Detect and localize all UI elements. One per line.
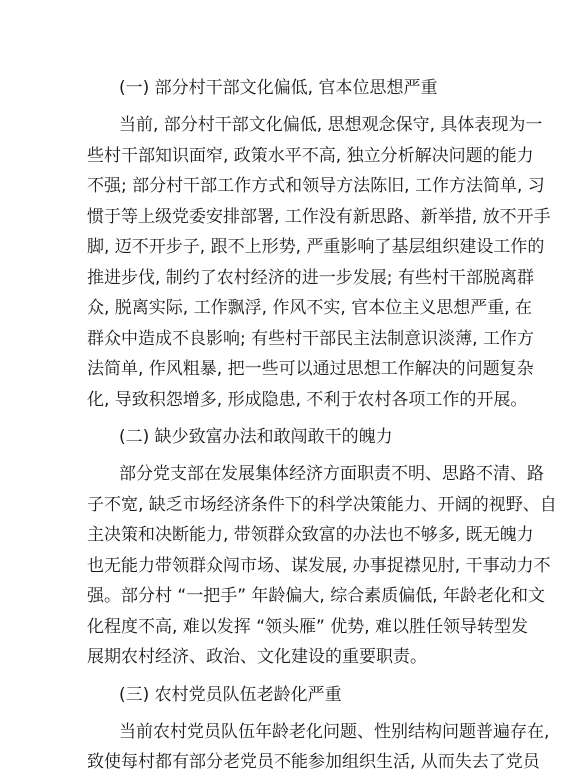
paragraph-line: 脚, 迈不开步子, 跟不上形势, 严重影响了基层组织建设工作的 xyxy=(87,237,545,257)
document-body xyxy=(87,70,557,778)
paragraph-line: 化程度不高, 难以发挥 “领头雁” 优势, 难以胜任领导转型发 xyxy=(87,616,529,637)
paragraph-line: 部分党支部在发展集体经济方面职责不明、思路不清、路 xyxy=(119,464,544,484)
paragraph-line: 致使每村都有部分老党员不能参加组织生活, 从而失去了党员 xyxy=(87,752,540,772)
paragraph-line: 些村干部知识面窄, 政策水平不高, 独立分析解决问题的能力 xyxy=(87,145,534,166)
paragraph-line: 主决策和决断能力, 带领群众致富的办法也不够多, 既无魄力 xyxy=(87,525,534,545)
paragraph-line: 众, 脱离实际, 工作飘浮, 作风不实, 官本位主义思想严重, 在 xyxy=(87,298,533,318)
section-paragraph-1 xyxy=(87,110,551,415)
paragraph-line: 当前, 部分村干部文化偏低, 思想观念保守, 具体表现为一 xyxy=(119,115,543,135)
paragraph-line: 强。部分村 “一把手” 年龄偏大, 综合素质偏低, 年龄老化和文 xyxy=(87,586,546,606)
paragraph-line: 子不宽, 缺乏市场经济条件下的科学决策能力、开阔的视野、自 xyxy=(87,494,557,515)
paragraph-line: 不强; 部分村干部工作方式和领导方法陈旧, 工作方法简单, 习 xyxy=(87,176,545,196)
section-paragraph-3 xyxy=(87,717,550,778)
paragraph-line: 推进步伐, 制约了农村经济的进一步发展; 有些村干部脱离群 xyxy=(87,267,534,288)
section-paragraph-2 xyxy=(87,459,557,673)
paragraph-line: 群众中造成不良影响; 有些村干部民主法制意识淡薄, 工作方 xyxy=(87,328,534,349)
section-heading-3: (三) 农村党员队伍老龄化严重 xyxy=(119,684,342,705)
section-heading-1: (一) 部分村干部文化偏低, 官本位思想严重 xyxy=(119,78,438,98)
paragraph-line: 展期农村经济、政治、文化建设的重要职责。 xyxy=(87,647,427,667)
paragraph-line: 化, 导致积怨增多, 形成隐患, 不利于农村各项工作的开展。 xyxy=(87,389,528,410)
paragraph-line: 惯于等上级党委安排部署, 工作没有新思路、新举措, 放不开手 xyxy=(87,206,551,227)
paragraph-line: 也无能力带领群众闯市场、谋发展, 办事捉襟见肘, 干事动力不 xyxy=(87,555,551,576)
paragraph-line: 当前农村党员队伍年龄老化问题、性别结构问题普遍存在, xyxy=(119,721,550,742)
paragraph-line: 法简单, 作风粗暴, 把一些可以通过思想工作解决的问题复杂 xyxy=(87,359,534,379)
section-heading-2: (二) 缺少致富办法和敢闯敢干的魄力 xyxy=(119,427,393,447)
